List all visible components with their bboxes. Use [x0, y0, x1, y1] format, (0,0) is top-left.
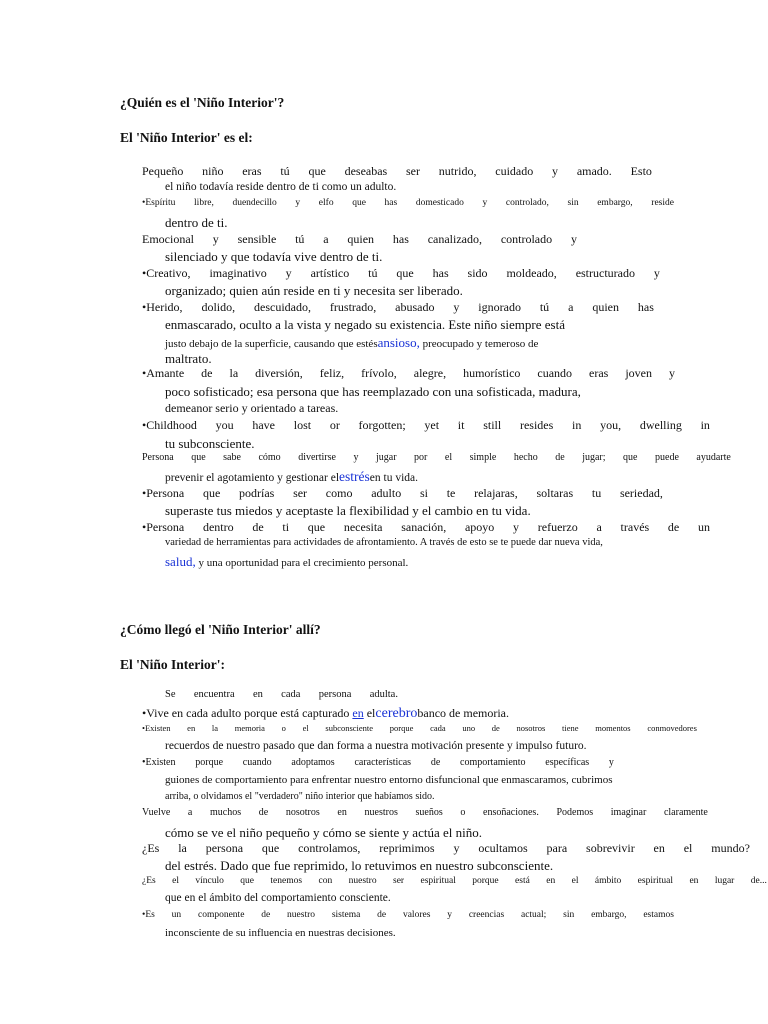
word: que [352, 198, 366, 208]
word: diversión, [255, 366, 303, 380]
word: nuestro [348, 876, 377, 886]
word: jugar; [582, 452, 606, 463]
word: podrías [239, 486, 275, 500]
word: adoptamos [291, 757, 335, 768]
word: nosotros [285, 807, 320, 818]
section2-line: arriba, o olvidamos el "verdadero" niño interior que habíamos sido. [165, 791, 435, 802]
word: sin [567, 198, 579, 208]
word: actual; [520, 910, 547, 920]
word: ensoñaciones. [483, 807, 539, 818]
section2-line [142, 706, 509, 722]
section1-line: demeanor serio y orientado a tareas. [165, 401, 339, 415]
inline-text: el [363, 706, 376, 720]
section1-line: el niño todavía reside dentro de ti como un adulto. [165, 181, 397, 193]
word: en [187, 723, 196, 733]
inline-text: y una oportunidad para el crecimiento personal. [195, 557, 409, 569]
word: características [354, 757, 412, 768]
section2-line [142, 807, 708, 818]
word: ámbito [594, 876, 622, 886]
word: Persona [142, 452, 174, 463]
word: en [653, 841, 665, 855]
word: tiene [561, 723, 579, 733]
word: que [396, 266, 414, 280]
word: tú [368, 266, 378, 280]
word: quien [347, 232, 375, 246]
word: duendecillo [232, 198, 277, 208]
word: está [515, 876, 530, 886]
word: •Existen [142, 757, 176, 768]
word: ¿Es [142, 876, 156, 886]
word: de [252, 520, 264, 534]
word: sensible [237, 232, 277, 246]
word: que [308, 164, 326, 178]
section1-line [165, 469, 418, 485]
word: •Childhood [142, 418, 197, 432]
word: de... [750, 876, 767, 886]
word: adulto [371, 486, 402, 500]
section1-line: maltrato. [165, 351, 212, 366]
word: sueños [415, 807, 443, 818]
word: deseabas [344, 164, 388, 178]
word: feliz, [319, 366, 345, 380]
word: you, [600, 418, 622, 432]
section-1-title: ¿Quién es el 'Niño Interior'? [120, 95, 285, 110]
word: en [337, 807, 347, 818]
section1-line [142, 266, 660, 281]
section2-line: recuerdos de nuestro pasado que dan forma a nuestra motivación presente y impulso futuro. [165, 740, 587, 752]
word: cuidado [495, 164, 534, 178]
word: encuentra [193, 689, 235, 700]
word: •Creativo, [142, 266, 191, 280]
word: has [432, 266, 449, 280]
word: en [689, 876, 699, 886]
word: simple [469, 452, 497, 463]
inline-text: justo debajo de la superficie, causando que estés [165, 338, 378, 350]
word: y [653, 266, 660, 280]
word: tú [539, 300, 550, 314]
word: sido [467, 266, 488, 280]
word: cuando [537, 366, 573, 380]
word: ser [406, 164, 421, 178]
word: de [430, 757, 441, 768]
word: imaginar [610, 807, 647, 818]
section1-line [142, 418, 710, 433]
word: por [414, 452, 428, 463]
word: dolido, [201, 300, 236, 314]
inline-link[interactable]: ansioso, [377, 335, 420, 350]
word: in [700, 418, 710, 432]
word: has [637, 300, 654, 314]
word: subconsciente [325, 723, 374, 733]
word: y [453, 841, 460, 855]
word: in [572, 418, 582, 432]
word: de [377, 910, 387, 920]
inline-text: banco de memoria. [417, 706, 510, 720]
section2-line: del estrés. Dado que fue reprimido, lo retuvimos en nuestro subconsciente. [165, 858, 554, 873]
word: de [491, 723, 500, 733]
word: en [546, 876, 556, 886]
word: domesticado [415, 198, 464, 208]
word: y [552, 164, 559, 178]
word: ser [293, 486, 308, 500]
word: nuestro [287, 910, 316, 920]
word: dentro [202, 520, 234, 534]
word: •Es [142, 910, 155, 920]
word: controlado, [505, 198, 549, 208]
section1-line: variedad de herramientas para actividades de afrontamiento. A través de esto se te puede dar nueva vida, [165, 537, 603, 548]
word: ti [282, 520, 290, 534]
inline-text: preocupado y temeroso de [419, 338, 539, 350]
word: necesita [343, 520, 383, 534]
word: soltaras [536, 486, 574, 500]
word: la [178, 841, 187, 855]
word: en [252, 689, 263, 700]
word: creencias [468, 910, 505, 920]
section1-line: poco sofisticado; esa persona que has reemplazado con una sofisticada, madura, [165, 384, 581, 399]
word: elfo [318, 198, 334, 208]
word: o [281, 723, 286, 733]
word: memoria [234, 723, 265, 733]
word: •Espíritu [142, 198, 176, 208]
word: estamos [643, 910, 674, 920]
word: y [285, 266, 292, 280]
word: ¿Es [142, 841, 160, 855]
word: ocultamos [478, 841, 528, 855]
word: canalizado, [427, 232, 482, 246]
word: eras [242, 164, 262, 178]
word: imaginativo [209, 266, 267, 280]
word: tu [591, 486, 602, 500]
inline-text: en tu vida. [369, 472, 419, 484]
word: valores [402, 910, 431, 920]
word: el [302, 723, 309, 733]
word: have [252, 418, 275, 432]
word: de [555, 452, 565, 463]
section1-line: enmascarado, oculto a la vista y negado su existencia. Este niño siempre está [165, 317, 565, 332]
word: artístico [310, 266, 350, 280]
word: Podemos [556, 807, 594, 818]
word: que [240, 876, 255, 886]
word: Pequeño [142, 164, 184, 178]
section1-line [142, 452, 731, 463]
word: mundo? [711, 841, 750, 855]
section2-line: inconsciente de su influencia en nuestras decisiones. [165, 927, 396, 939]
word: a [568, 300, 574, 314]
word: niño [202, 164, 224, 178]
section1-line [142, 366, 675, 381]
word: espiritual [420, 876, 456, 886]
word: y [668, 366, 675, 380]
word: y [353, 452, 359, 463]
section-2-subtitle: El 'Niño Interior': [120, 657, 225, 672]
word: la [229, 366, 239, 380]
word: la [211, 723, 219, 733]
section2-line: que en el ámbito del comportamiento consciente. [165, 892, 391, 904]
word: a [323, 232, 329, 246]
word: cómo [258, 452, 281, 463]
word: descuidado, [254, 300, 311, 314]
word: persona [318, 689, 352, 700]
word: seriedad, [619, 486, 663, 500]
word: embargo, [597, 198, 633, 208]
word: de [258, 807, 269, 818]
section-2-title: ¿Cómo llegó el 'Niño Interior' allí? [120, 622, 321, 637]
word: de [667, 520, 680, 534]
section2-line [142, 841, 750, 856]
word: reprimimos [379, 841, 435, 855]
word: quien [592, 300, 619, 314]
word: y [570, 232, 577, 246]
section1-line [165, 554, 408, 570]
word: ignorado [478, 300, 521, 314]
section1-line [142, 486, 663, 501]
word: y [513, 520, 520, 534]
word: momentos [595, 723, 631, 733]
section1-line [142, 520, 710, 535]
section1-line [142, 198, 674, 208]
word: resides [519, 418, 554, 432]
section2-line [142, 723, 697, 733]
word: con [318, 876, 333, 886]
word: forgotten; [358, 418, 406, 432]
word: sobrevivir [586, 841, 635, 855]
word: a [596, 520, 602, 534]
word: tú [280, 164, 290, 178]
word: dwelling [639, 418, 682, 432]
word: como [325, 486, 353, 500]
word: el [571, 876, 579, 886]
word: través [620, 520, 650, 534]
word: moldeado, [506, 266, 557, 280]
word: frustrado, [329, 300, 377, 314]
word: lost [293, 418, 312, 432]
word: libre, [194, 198, 214, 208]
word: porque [195, 757, 224, 768]
word: •Amante [142, 366, 185, 380]
word: y [453, 300, 460, 314]
word: sanación, [401, 520, 447, 534]
word: frívolo, [361, 366, 397, 380]
word: porque [472, 876, 499, 886]
inline-link[interactable]: estrés [339, 469, 370, 484]
word: nosotros [516, 723, 546, 733]
word: persona [205, 841, 244, 855]
word: tenemos [270, 876, 303, 886]
section1-line: tu subconsciente. [165, 436, 255, 451]
word: que [307, 520, 326, 534]
word: Esto [630, 164, 652, 178]
inline-link[interactable]: salud, [165, 554, 196, 569]
word: embargo, [591, 910, 627, 920]
section1-line [142, 300, 654, 315]
word: componente [197, 910, 245, 920]
word: muchos [210, 807, 242, 818]
word: divertirse [298, 452, 336, 463]
word: joven [625, 366, 652, 380]
word: alegre, [413, 366, 447, 380]
word: sabe [223, 452, 241, 463]
word: que [261, 841, 280, 855]
word: controlado [500, 232, 553, 246]
word: •Herido, [142, 300, 183, 314]
word: cuando [242, 757, 272, 768]
word: has [384, 198, 398, 208]
word: espiritual [637, 876, 674, 886]
word: it [457, 418, 465, 432]
word: que [623, 452, 638, 463]
word: el [683, 841, 693, 855]
word: •Persona [142, 486, 185, 500]
word: apoyo [464, 520, 495, 534]
word: •Persona [142, 520, 185, 534]
word: humorístico [463, 366, 521, 380]
word: Se [165, 689, 176, 700]
word: has [392, 232, 409, 246]
word: porque [389, 723, 414, 733]
section-1-subtitle: El 'Niño Interior' es el: [120, 130, 253, 145]
word: cada [281, 689, 301, 700]
word: tú [295, 232, 305, 246]
word: claramente [663, 807, 708, 818]
word: y [212, 232, 219, 246]
word: para [546, 841, 568, 855]
word: el [172, 876, 179, 886]
section2-line [142, 757, 614, 768]
word: ayudarte [696, 452, 731, 463]
section1-line [165, 335, 538, 351]
word: ser [393, 876, 405, 886]
word: refuerzo [537, 520, 578, 534]
inline-link[interactable]: en [352, 706, 364, 720]
inline-link[interactable]: cerebro [375, 706, 418, 721]
word: cada [430, 723, 446, 733]
section1-line: dentro de ti. [165, 215, 228, 230]
section2-line [142, 910, 674, 920]
word: estructurado [575, 266, 635, 280]
word: eras [589, 366, 609, 380]
word: que [202, 486, 221, 500]
word: controlamos, [298, 841, 361, 855]
word: still [483, 418, 502, 432]
word: comportamiento [460, 757, 526, 768]
word: un [171, 910, 182, 920]
word: Vuelve [142, 807, 171, 818]
word: y [482, 198, 488, 208]
word: un [697, 520, 710, 534]
word: te [446, 486, 456, 500]
word: o [460, 807, 466, 818]
word: sin [563, 910, 575, 920]
word: puede [655, 452, 679, 463]
word: you [215, 418, 234, 432]
section2-line [165, 689, 398, 700]
word: amado. [576, 164, 612, 178]
section1-line [142, 164, 652, 179]
word: si [419, 486, 428, 500]
section1-line: organizado; quien aún reside en ti y necesita ser liberado. [165, 283, 463, 298]
word: hecho [513, 452, 538, 463]
word: lugar [714, 876, 735, 886]
word: jugar [375, 452, 397, 463]
inline-text: prevenir el agotamiento y gestionar el [165, 472, 340, 484]
section1-line: silenciado y que todavía vive dentro de ti. [165, 249, 383, 264]
section1-line [142, 232, 577, 247]
word: yet [424, 418, 440, 432]
word: •Existen [142, 723, 171, 733]
word: nuestros [364, 807, 398, 818]
section2-line [142, 876, 767, 886]
word: que [191, 452, 206, 463]
word: nutrido, [438, 164, 477, 178]
word: reside [651, 198, 674, 208]
word: de [201, 366, 213, 380]
word: or [329, 418, 340, 432]
word: uno [462, 723, 476, 733]
word: abusado [395, 300, 435, 314]
word: de [261, 910, 271, 920]
word: específicas [545, 757, 590, 768]
word: y [295, 198, 301, 208]
word: y [447, 910, 452, 920]
word: el [444, 452, 453, 463]
word: adulta. [369, 689, 398, 700]
word: a [187, 807, 193, 818]
section2-line: cómo se ve el niño pequeño y cómo se siente y actúa el niño. [165, 825, 482, 840]
word: conmovedores [647, 723, 697, 733]
word: vínculo [195, 876, 224, 886]
word: relajaras, [474, 486, 518, 500]
section2-line: guiones de comportamiento para enfrentar nuestro entorno disfuncional que enmascaramos, cubrimos [165, 774, 613, 786]
section1-line: superaste tus miedos y aceptaste la flexibilidad y el cambio en tu vida. [165, 503, 531, 518]
word: sistema [331, 910, 361, 920]
word: Emocional [142, 232, 194, 246]
inline-text: •Vive en cada adulto porque está capturado [142, 706, 353, 720]
word: y [608, 757, 614, 768]
